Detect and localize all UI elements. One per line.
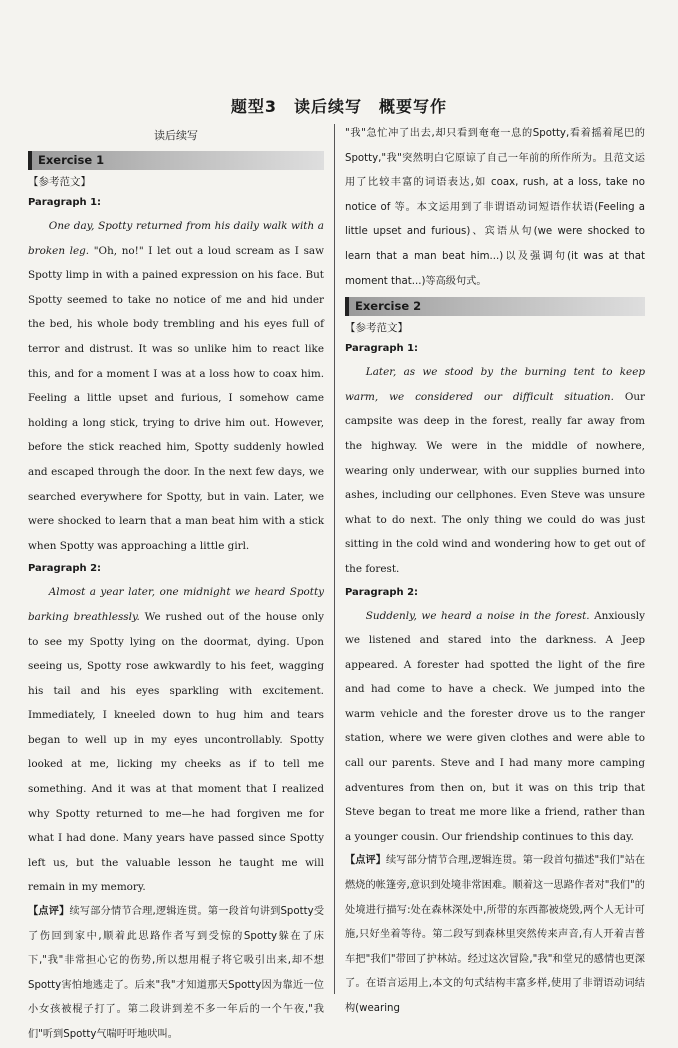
comment-label: 【点评】	[28, 906, 70, 918]
paragraph-1-label: Paragraph 1:	[28, 197, 102, 208]
paragraph-2-label: Paragraph 2:	[345, 586, 419, 598]
comment-label: 【点评】	[345, 855, 387, 867]
ex1-p1-lead: One day, Spotty returned from his daily walk with a broken leg.	[28, 220, 324, 257]
ex1-paragraph-1	[28, 214, 324, 558]
page-title: 题型3 读后续写 概要写作	[230, 97, 448, 116]
section-subtitle: 读后续写	[154, 129, 198, 142]
paragraph-2-label: Paragraph 2:	[28, 563, 102, 575]
ex1-comment-body: 续写部分情节合理,逻辑连贯。第一段首句讲到Spotty受了伤回到家中,顺着此思路作者写到受惊的Spotty躲在了床下,"我"非常担心它的伤势,所以想用棍子将它吸引出来,却不想Spotty害怕地逃走了。后来"我"才知道那天Spotty因为靠近一位小女孩被棍子打了。第二段讲到差不多一年后的一个午夜,"我们"听到Spotty气喘吁吁地吠叫。	[28, 906, 325, 1040]
ex2-p1-body: Our campsite was deep in the forest, really far away from the highway. We were in the middle of nowhere, wearing only underwear, with our supplies burned into ashes, including our cellphones. Even Steve was unsure what to do next. The only thing we could do was just sitting in the cold wind and wondering how to get out of the forest.	[345, 390, 646, 575]
reference-label: 【参考范文】	[345, 322, 408, 335]
ex2-comment	[345, 849, 645, 1021]
exercise-2-header: Exercise 2	[345, 297, 645, 316]
column-divider	[334, 124, 335, 994]
ex1-paragraph-2	[28, 580, 324, 900]
left-column	[28, 124, 324, 1048]
ex2-paragraph-2	[345, 604, 645, 850]
ex1-p2-body: We rushed out of the house only to see my Spotty lying on the doormat, dying. Upon seeing us, Spotty rose awkwardly to his feet, wagging his tail and his eyes sparkling with excitement. Immediately, I kneeled down to hug him and tears began to well up in my eyes uncontrollably. Spotty looked at me, licking my cheeks as if to tell me something. And it was at that moment that I realized why Spotty returned to me—he had forgiven me for what I had done. Many years have passed since Spotty left us, but the valuable lesson he taught me will remain in my memory.	[28, 610, 324, 894]
ex1-p2-lead: Almost a year later, one midnight we heard Spotty barking breathlessly.	[28, 586, 324, 623]
ex1-comment	[28, 900, 324, 1048]
paragraph-1-label: Paragraph 1:	[345, 343, 419, 355]
ex1-comment-continued: "我"急忙冲了出去,却只看到奄奄一息的Spotty,看着摇着尾巴的Spotty,"我"突然明白它原谅了自己一年前的所作所为。且范文运用了比较丰富的词语表达,如 coax, rush, at a loss, take no notice of 等。本文运用到了非谓语动词短语作状语(Feeling a little upset and furious)、宾语从句(we were shocked to learn that a man beat him...)以及强调句(it was at that moment that...)等高级句式。	[345, 128, 645, 287]
ex2-p2-lead: Suddenly, we heard a noise in the forest.	[365, 609, 590, 622]
right-column	[345, 122, 645, 1022]
exercise-1-header: Exercise 1	[28, 151, 324, 170]
reference-label: 【参考范文】	[28, 176, 91, 188]
ex2-paragraph-1	[345, 360, 645, 581]
ex1-p1-body: "Oh, no!" I let out a loud scream as I saw Spotty limp in with a pained expression on his face. But Spotty seemed to take no notice of me and hid under the bed, his whole body trembling and his eyes full of terror and distrust. It was so unlike him to react like this, and for a moment I was at a loss how to coax him. Feeling a little upset and furious, I somehow came holding a long stick, trying to drive him out. However, before the stick reached him, Spotty suddenly howled and escaped through the door. In the next few days, we searched everywhere for Spotty, but in vain. Later, we were shocked to learn that a man beat him with a stick when Spotty was approaching a little girl.	[28, 244, 324, 552]
ex2-comment-body: 续写部分情节合理,逻辑连贯。第一段首句描述"我们"站在燃烧的帐篷旁,意识到处境非常困难。顺着这一思路作者对"我们"的处境进行描写:处在森林深处中,所带的东西都被烧毁,两个人无计可施,只好坐着等待。第二段写到森林里突然传来声音,有人开着吉普车把"我们"带回了护林站。经过这次冒险,"我"和堂兄的感情也更深了。在语言运用上,本文的句式结构丰富多样,使用了非谓语动词结构(wearing	[345, 855, 646, 1014]
ex2-p2-body: Anxiously we listened and stared into the darkness. A Jeep appeared. A forester had spotted the light of the fire and had come to have a check. We jumped into the warm vehicle and the forester drove us to the ranger station, where we were given clothes and were able to call our parents. Steve and I had many more camping adventures from then on, but it was on this trip that Steve began to treat me more like a friend, rather than a younger cousin. Our friendship continues to this day.	[345, 609, 646, 843]
ex2-p1-lead: Later, as we stood by the burning tent to keep warm, we considered our difficult situation.	[345, 366, 645, 403]
